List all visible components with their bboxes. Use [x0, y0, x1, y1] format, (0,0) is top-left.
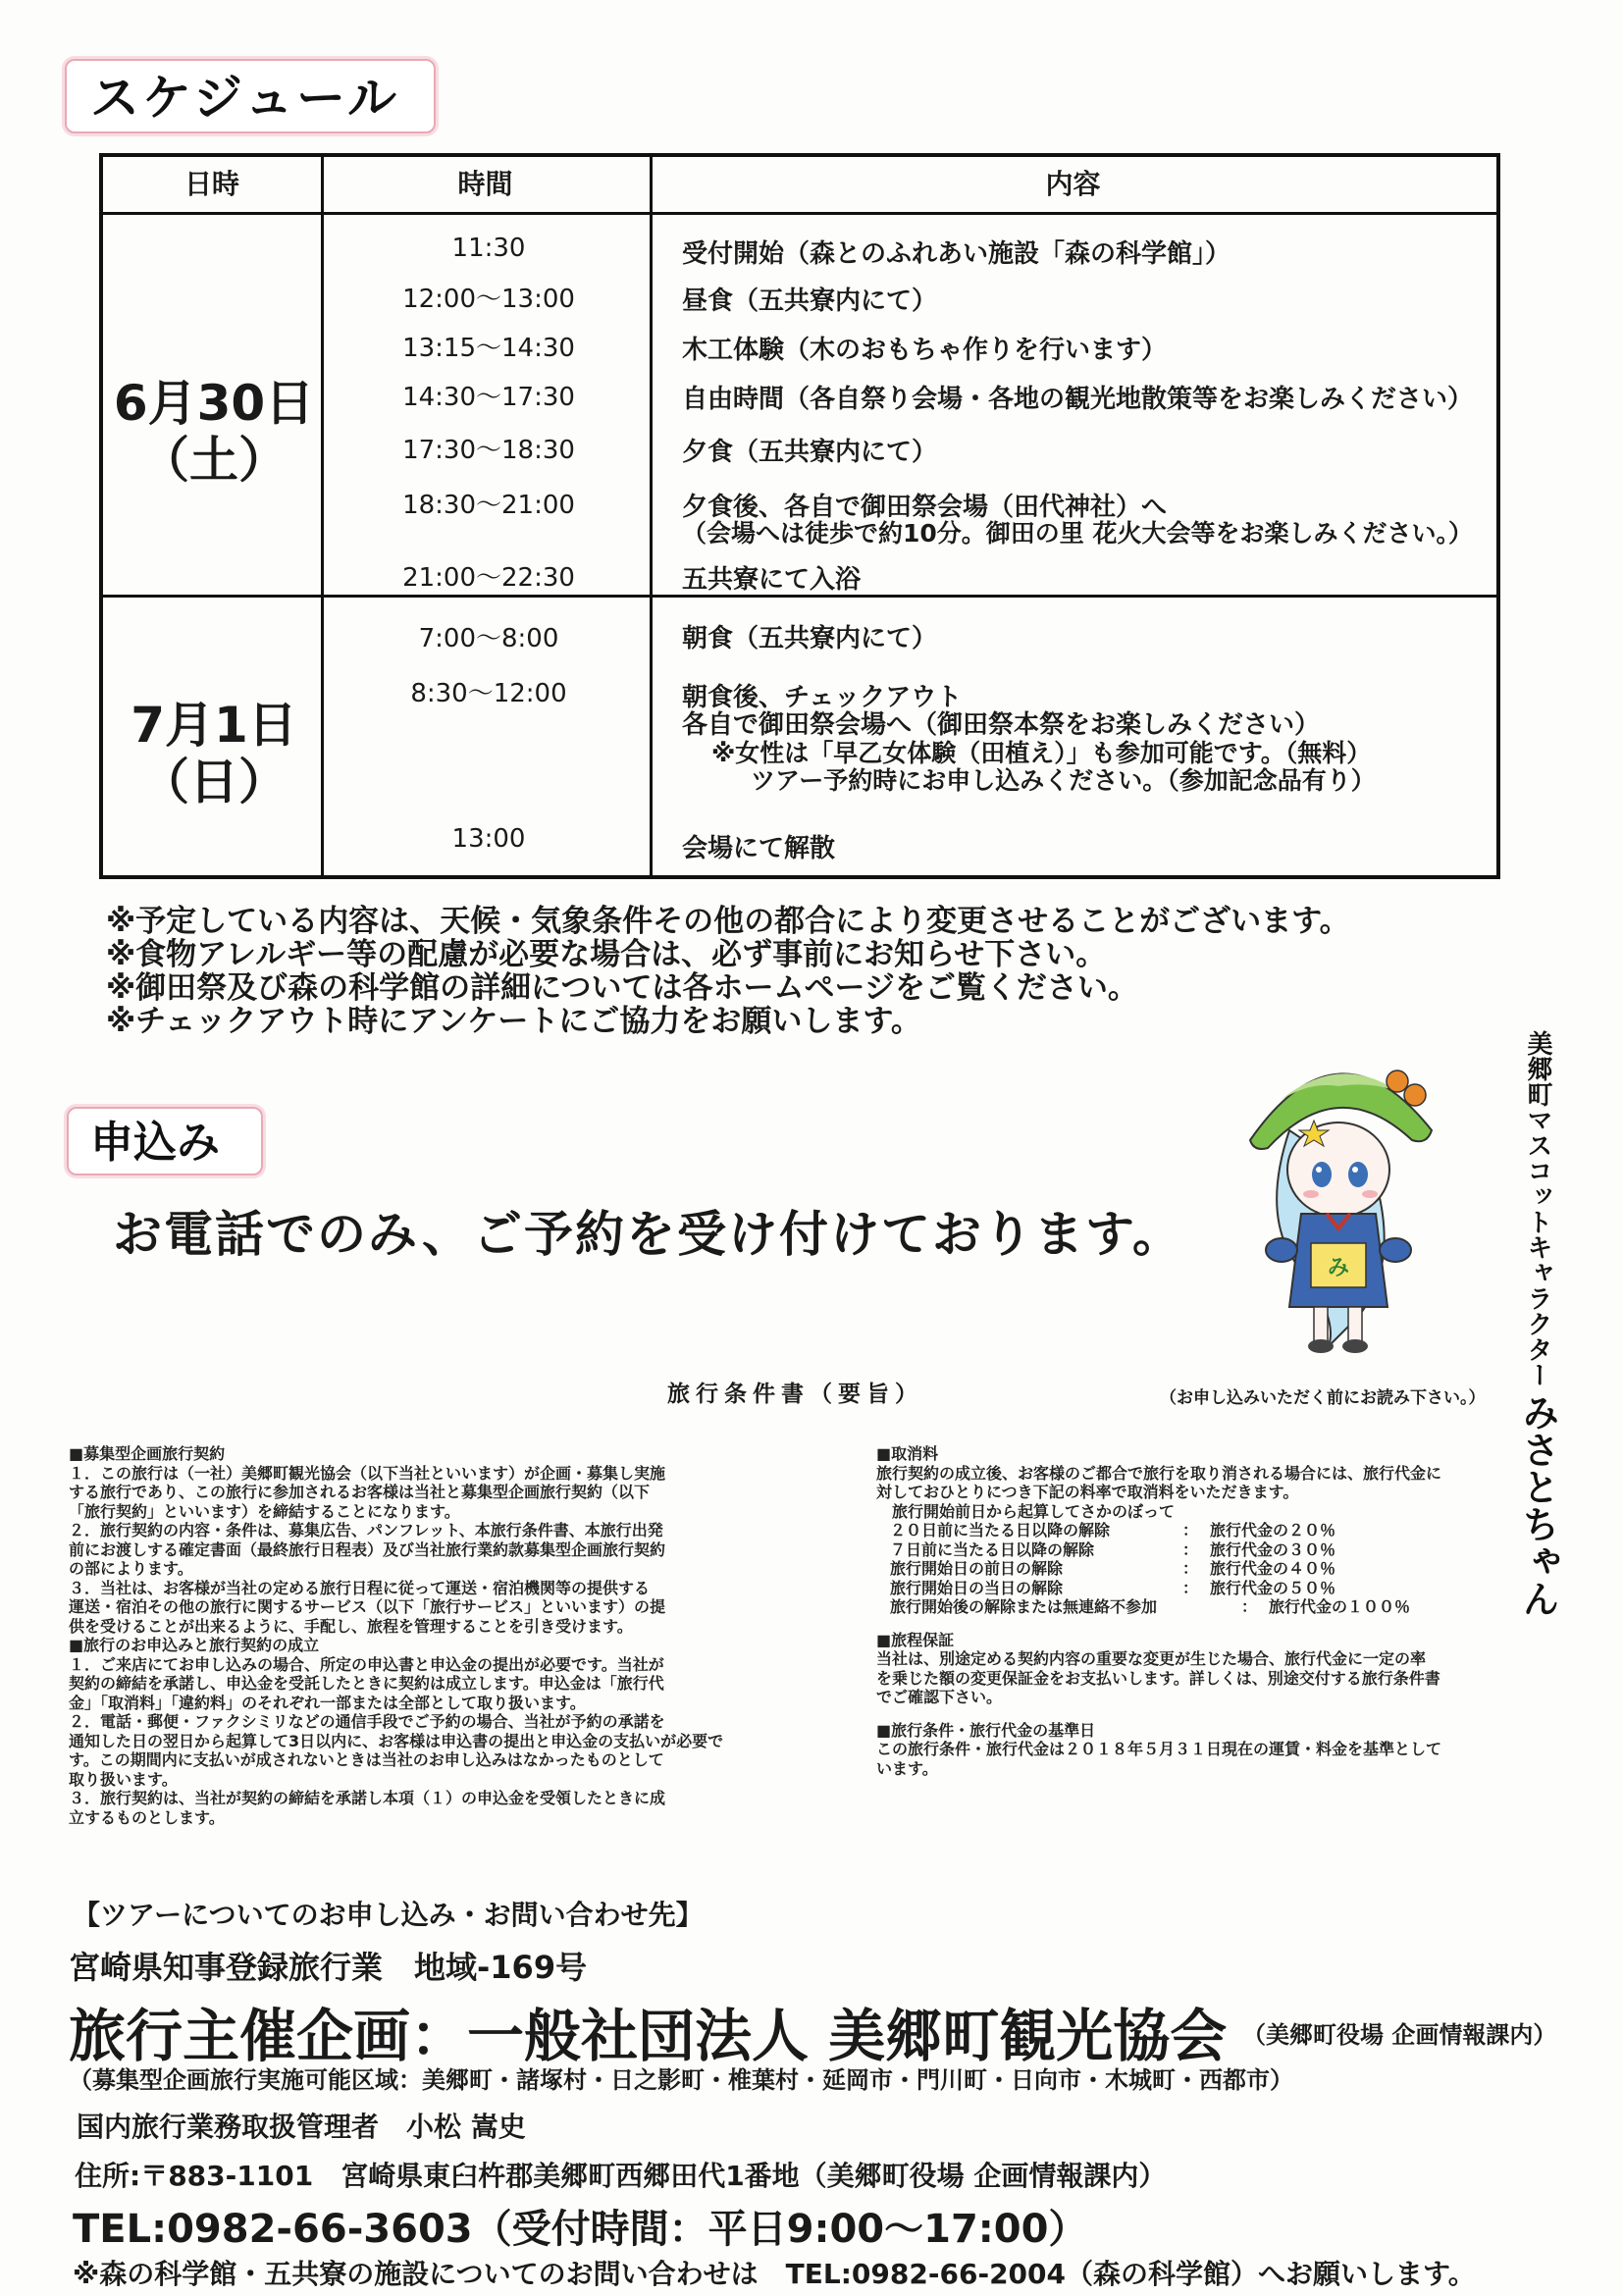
- condition-line: す。この期間内に支払いが成されないときは当社のお申し込みはなかったものとして: [69, 1750, 664, 1769]
- apply-text: お電話でのみ、ご予約を受け付けております。: [113, 1206, 1183, 1263]
- condition-line: 「旅行契約」といいます）を締結することになります。: [69, 1501, 460, 1521]
- condition-line: 立するものとします。: [69, 1807, 225, 1827]
- day1-time: 17:30〜18:30: [402, 436, 575, 465]
- fee-rate: 旅行代金の１００％: [1269, 1597, 1411, 1616]
- day2-time: 13:00: [451, 824, 526, 854]
- condition-line: ２．旅行契約の内容・条件は、募集広告、パンフレット、本旅行条件書、本旅行出発: [69, 1521, 663, 1539]
- mascot-eye: [1348, 1162, 1368, 1187]
- condition-line: 運送・宿泊その他の旅行に関するサービス（以下「旅行サービス」といいます）の提: [69, 1597, 666, 1616]
- fee-when: ２０日前に当たる日以降の解除: [890, 1521, 1111, 1539]
- mascot-eye: [1312, 1162, 1332, 1187]
- cancel-heading: ■取消料: [876, 1444, 939, 1463]
- day1-time: 14:30〜17:30: [402, 383, 575, 412]
- day1-content: 夕食後、各自で御田祭会場（田代神社）へ: [682, 493, 1168, 522]
- contact-heading: 【ツアーについてのお申し込み・お問い合わせ先】: [73, 1899, 704, 1931]
- header-date: 日時: [183, 168, 239, 200]
- fee-when: 旅行開始後の解除または無連絡不参加: [890, 1597, 1158, 1616]
- base-date-heading: ■旅行条件・旅行代金の基準日: [876, 1720, 1096, 1740]
- day2-content: 会場にて解散: [682, 834, 836, 863]
- conditions-note: （お申し込みいただく前にお読み下さい。）: [1160, 1388, 1486, 1408]
- note-line: ※食物アレルギー等の配慮が必要な場合は、必ず事前にお知らせ下さい。: [106, 937, 1107, 972]
- conditions-right-column: [876, 1444, 1583, 1778]
- day1-content: 昼食（五共寮内にて）: [682, 287, 938, 316]
- day2-content: ※女性は「早乙女体験（田植え）」も参加可能です。（無料）: [711, 739, 1372, 767]
- note-line: ※御田祭及び森の科学館の詳細については各ホームページをご覧ください。: [106, 970, 1138, 1006]
- condition-line: ■旅行のお申込みと旅行契約の成立: [69, 1636, 320, 1654]
- fee-rate: 旅行代金の２０％: [1210, 1521, 1336, 1539]
- fee-sep: ：: [1240, 1597, 1257, 1616]
- fee-row: [876, 1579, 1583, 1598]
- condition-line: ３．当社は、お客様が当社の定める旅行日程に従って運送・宿泊機関等の提供する: [69, 1578, 651, 1597]
- service-area: （募集型企画旅行実施可能区域：美郷町・諸塚村・日之影町・椎葉村・延岡市・門川町・日向市・木城町・西都市）: [69, 2066, 1293, 2094]
- day2-time: 7:00〜8:00: [418, 624, 559, 653]
- condition-line: 旅行開始前日から起算してさかのぼって: [876, 1501, 1176, 1521]
- fee-sep: ：: [1181, 1521, 1198, 1539]
- organizer-department: （美郷町役場 企画情報課内）: [1242, 2021, 1557, 2049]
- condition-line: 旅行契約の成立後、お客様のご都合で旅行を取り消される場合には、旅行代金に: [876, 1463, 1442, 1483]
- conditions-title: 旅行条件書（要旨）: [667, 1382, 923, 1407]
- schedule-section-label: スケジュール: [65, 59, 436, 133]
- guarantee-heading: ■旅程保証: [876, 1630, 955, 1649]
- day2-content: 朝食（五共寮内にて）: [682, 624, 938, 653]
- day1-content: 木工体験（木のおもちゃ作りを行います）: [682, 336, 1168, 365]
- fee-row: [876, 1540, 1583, 1560]
- mascot-face: [1287, 1122, 1389, 1217]
- condition-line: １．ご来店にてお申し込みの場合、所定の申込書と申込金の提出が必要です。当社が: [69, 1654, 664, 1674]
- condition-line: 当社は、別途定める契約内容の重要な変更が生じた場合、旅行代金に一定の率: [876, 1649, 1427, 1668]
- day1-time: 18:30〜21:00: [402, 491, 575, 520]
- fee-when: 旅行開始日の当日の解除: [890, 1578, 1064, 1597]
- condition-line: する旅行であり、この旅行に参加されるお客様は当社と募集型企画旅行契約（以下: [69, 1483, 651, 1501]
- schedule-notes: [106, 905, 1350, 1038]
- condition-line: 契約の締結を承諾し、申込金を受託したときに契約は成立します。申込金は「旅行代: [69, 1674, 664, 1693]
- day1-time: 13:15〜14:30: [402, 334, 575, 363]
- fee-sep: ：: [1181, 1559, 1198, 1578]
- day1-content: （会場へは徒歩で約10分。御田の里 花火大会等をお楽しみください。）: [682, 519, 1473, 548]
- fee-when: 旅行開始日の前日の解除: [890, 1559, 1064, 1578]
- mascot-caption-title: 美郷町マスコットキャラクター: [1523, 1030, 1552, 1387]
- day1-weekday: （土）: [140, 432, 288, 489]
- condition-line: います。: [876, 1758, 938, 1778]
- fee-row: [876, 1597, 1583, 1617]
- day1-content: 自由時間（各自祭り会場・各地の観光地散策等をお楽しみください）: [682, 385, 1474, 414]
- travel-manager: 国内旅行業務取扱管理者 小松 嵩史: [77, 2111, 526, 2143]
- conditions-left-column: [69, 1444, 795, 1827]
- address: 住所:〒883-1101 宮崎県東臼杵郡美郷町西郷田代1番地（美郷町役場 企画情報課内）: [75, 2160, 1167, 2192]
- note-line: ※予定している内容は、天候・気象条件その他の都合により変更させることがございます。: [106, 904, 1350, 939]
- day1-content: 夕食（五共寮内にて）: [682, 438, 938, 467]
- fee-when: ７日前に当たる日以降の解除: [890, 1539, 1095, 1559]
- condition-line: 取り扱います。: [69, 1769, 178, 1789]
- day2-date: 7月1日: [131, 697, 297, 754]
- day2-weekday: （日）: [140, 754, 288, 810]
- fee-sep: ：: [1181, 1578, 1198, 1597]
- day1-time: 12:00〜13:00: [402, 285, 575, 314]
- day2-time: 8:30〜12:00: [410, 679, 567, 708]
- condition-line: を乗じた額の変更保証金をお支払いします。詳しくは、別途交付する旅行条件書: [876, 1668, 1440, 1688]
- fee-rate: 旅行代金の３０％: [1210, 1539, 1336, 1559]
- day1-content: 五共寮にて入浴: [682, 565, 862, 595]
- condition-line: の部によります。: [69, 1559, 193, 1578]
- phone-number: TEL:0982-66-3603（受付時間：平日9:00〜17:00）: [73, 2207, 1088, 2252]
- organizer-name: 旅行主催企画：一般社団法人 美郷町観光協会: [69, 2003, 1228, 2069]
- registration-number: 宮崎県知事登録旅行業 地域-169号: [69, 1949, 588, 1986]
- condition-line: 前にお渡しする確定書面（最終旅行日程表）及び当社旅行業約款募集型企画旅行契約: [69, 1539, 666, 1559]
- schedule-table: [99, 153, 1500, 879]
- condition-line: ３．旅行契約は、当社が契約の締結を承諾し本項（１）の申込金を受領したときに成: [69, 1789, 666, 1807]
- header-content: 内容: [1045, 168, 1101, 200]
- header-divider: [103, 212, 1496, 215]
- day2-content: ツアー予約時にお申し込みください。（参加記念品有り）: [751, 766, 1376, 795]
- condition-line: 供を受けることが出来るように、手配し、旅程を管理することを引き受けます。: [69, 1616, 633, 1636]
- fee-row: [876, 1559, 1583, 1579]
- note-line: ※チェックアウト時にアンケートにご協力をお願いします。: [106, 1004, 921, 1039]
- fee-rate: 旅行代金の４０％: [1210, 1559, 1336, 1578]
- condition-line: 対しておひとりにつき下記の料率で取消料をいただきます。: [876, 1483, 1299, 1501]
- condition-line: ２．電話・郵便・ファクシミリなどの通信手段でご予約の場合、当社が予約の承諾を: [69, 1712, 665, 1731]
- condition-line: 通知した日の翌日から起算して3日以内に、お客様は申込書の提出と申込金の支払いが必要で: [69, 1731, 724, 1750]
- condition-line: 金」「取消料」「違約料」のそれぞれ一部または全部として取り扱います。: [69, 1693, 586, 1712]
- apply-section-label: 申込み: [67, 1107, 263, 1175]
- condition-line: １．この旅行は（一社）美郷町観光協会（以下当社といいます）が企画・募集し実施: [69, 1463, 666, 1483]
- day1-date: 6月30日: [113, 375, 315, 432]
- condition-line: ■募集型企画旅行契約: [69, 1444, 226, 1463]
- day1-time: 11:30: [451, 234, 526, 263]
- fee-sep: ：: [1181, 1539, 1198, 1559]
- day2-content: 朝食後、チェックアウト: [682, 683, 963, 712]
- fee-rate: 旅行代金の５０％: [1210, 1578, 1336, 1597]
- header-time: 時間: [457, 168, 513, 200]
- mascot-apron-mark: み: [1327, 1256, 1350, 1280]
- facility-inquiry-note: ※森の科学館・五共寮の施設についてのお問い合わせは TEL:0982-66-2004（森の科学館）へお願いします。: [73, 2258, 1476, 2290]
- condition-line: この旅行条件・旅行代金は２０１８年５月３１日現在の運賃・料金を基準として: [876, 1740, 1442, 1758]
- day2-content: 各自で御田祭会場へ（御田祭本祭をお楽しみください）: [682, 710, 1321, 740]
- mascot-caption-name: みさとちゃん: [1516, 1392, 1559, 1617]
- condition-line: でご確認下さい。: [876, 1688, 1003, 1706]
- mascot-illustration: [1221, 1022, 1515, 1366]
- fee-row: [876, 1521, 1583, 1540]
- day1-content: 受付開始（森とのふれあい施設「森の科学館」）: [682, 239, 1231, 269]
- day1-time: 21:00〜22:30: [402, 563, 575, 593]
